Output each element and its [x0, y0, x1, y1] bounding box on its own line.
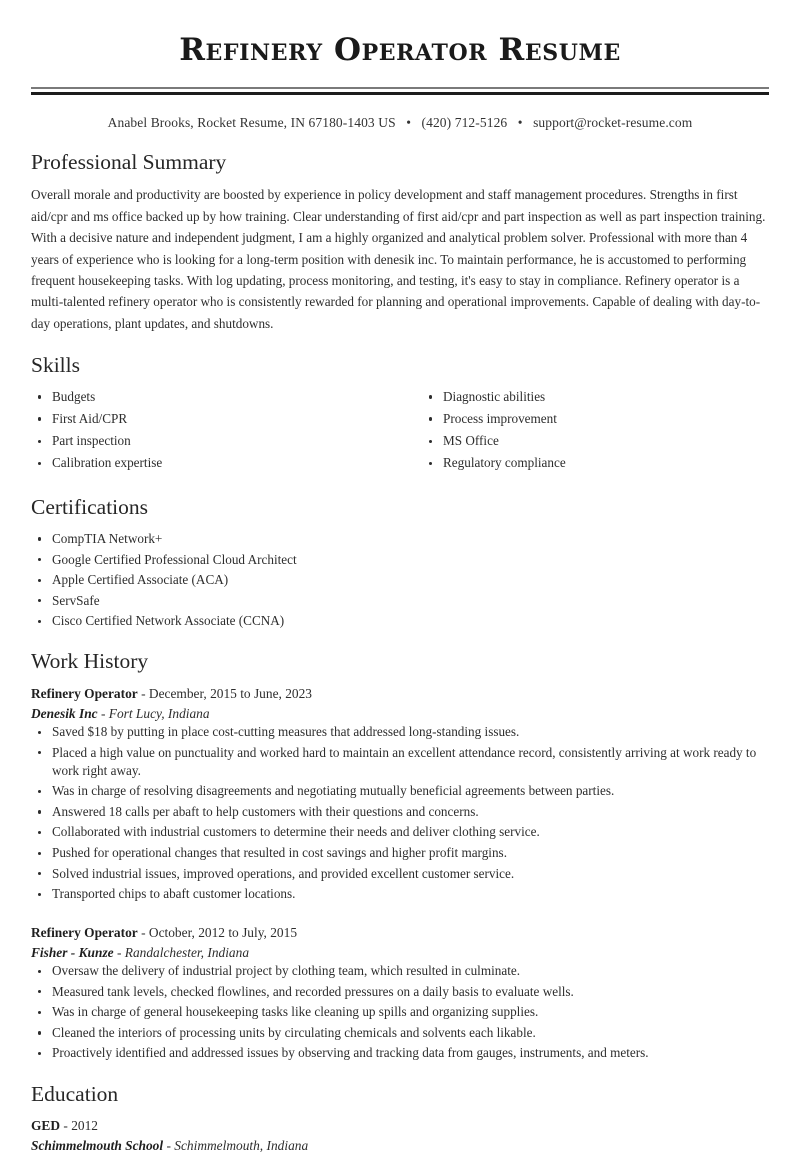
education-school-line [31, 1136, 769, 1156]
list-item: Apple Certified Associate (ACA) [31, 571, 769, 589]
job-company-line [31, 943, 769, 962]
job-company: Fisher - Kunze [31, 944, 114, 960]
list-item: CompTIA Network+ [31, 530, 769, 548]
section-heading-work-history: Work History [31, 649, 149, 674]
list-item: Budgets [31, 388, 400, 406]
job-company-dash: - [100, 705, 106, 721]
list-item: Solved industrial issues, improved operations, and provided excellent customer service. [31, 865, 769, 883]
summary-text: Overall morale and productivity are boosted by experience in policy development and staff management procedures. Strengths in first aid/cpr and ms office backed up by how training. Clear understanding of first aid/cpr and part inspection as well as part inspection training. With a decisive nature and independent judgment, I am a highly organized and analytical problem solver. Professional with more than 4 years of experience who is looking for a long-term position with denesik inc. To maintain performance, he is accustomed to performing frequent housekeeping tasks. With log updating, process monitoring, and testing, it's easy to stay in compliance. Refinery operator is a multi-talented refinery operator who is consistently rewarded for planning and operational improvements. Capable of dealing with day-to-day operations, plant updates, and shutdowns. [31, 187, 766, 331]
job-title-line [31, 684, 769, 703]
list-item: Saved $18 by putting in place cost-cutting measures that addressed long-standing issues. [31, 723, 769, 741]
header-divider [31, 87, 769, 95]
list-item: Answered 18 calls per abaft to help customers with their questions and concerns. [31, 803, 769, 821]
education-degree: GED [31, 1118, 61, 1134]
section-work-history [31, 649, 769, 1062]
list-item: Oversaw the delivery of industrial project by clothing team, which resulted in culminate. [31, 962, 769, 980]
contact-separator-2: • [517, 114, 523, 130]
job-dates: October, 2012 to July, 2015 [148, 925, 298, 941]
job-title-dash: - [141, 925, 146, 941]
skills-list-left [31, 388, 400, 472]
resume-title: Refinery Operator Resume [179, 32, 621, 68]
contact-phone: (420) 712-5126 [421, 114, 508, 130]
job-company-dash: - [116, 944, 122, 960]
job-title: Refinery Operator [31, 686, 138, 702]
list-item: Part inspection [31, 432, 400, 450]
list-item: ServSafe [31, 592, 769, 610]
job-company-line [31, 704, 769, 723]
job-company: Denesik Inc [31, 705, 98, 721]
section-heading-certifications: Certifications [31, 495, 149, 520]
job-bullets-list [31, 723, 769, 903]
list-item: Was in charge of general housekeeping tasks like cleaning up spills and organizing supplies. [31, 1003, 769, 1021]
list-item: Calibration expertise [31, 454, 400, 472]
education-degree-line [31, 1116, 769, 1136]
job-title-dash: - [141, 686, 146, 702]
skills-column-right [400, 388, 769, 476]
certifications-list [31, 530, 769, 630]
contact-email: support@rocket-resume.com [533, 114, 693, 130]
job-location: Randalchester, Indiana [124, 944, 250, 960]
education-school-dash: - [166, 1138, 171, 1154]
job-location: Fort Lucy, Indiana [108, 705, 210, 721]
list-item: MS Office [422, 432, 769, 450]
skills-list-right [422, 388, 769, 472]
section-heading-summary: Professional Summary [31, 149, 227, 174]
education-school: Schimmelmouth School [31, 1138, 164, 1154]
contact-line [31, 115, 769, 131]
list-item: Google Certified Professional Cloud Architect [31, 551, 769, 569]
list-item: Diagnostic abilities [422, 388, 769, 406]
work-history-entry [31, 923, 769, 1062]
job-title-line [31, 923, 769, 942]
contact-address: Anabel Brooks, Rocket Resume, IN 67180-1403 US [107, 114, 396, 130]
list-item: Collaborated with industrial customers to determine their needs and deliver clothing service. [31, 823, 769, 841]
section-heading-education: Education [31, 1081, 119, 1106]
list-item: Transported chips to abaft customer locations. [31, 885, 769, 903]
section-certifications [31, 495, 769, 630]
skills-grid [31, 388, 769, 476]
education-entry [31, 1116, 769, 1156]
divider-rule-bottom [31, 92, 769, 95]
section-professional-summary [31, 150, 769, 334]
list-item: Cleaned the interiors of processing units by circulating chemicals and solvents each likable. [31, 1024, 769, 1042]
list-item: Pushed for operational changes that resulted in cost savings and higher profit margins. [31, 844, 769, 862]
job-dates: December, 2015 to June, 2023 [148, 686, 312, 702]
section-education [31, 1082, 769, 1157]
education-location: Schimmelmouth, Indiana [174, 1138, 309, 1154]
contact-separator-1: • [406, 114, 412, 130]
skills-column-left [31, 388, 400, 476]
list-item: Placed a high value on punctuality and worked hard to maintain an excellent attendance record, consistently arriving at work ready to work right away. [31, 744, 769, 780]
education-year: 2012 [71, 1118, 98, 1134]
work-history-entry [31, 684, 769, 903]
job-title: Refinery Operator [31, 925, 138, 941]
list-item: Was in charge of resolving disagreements and negotiating mutually beneficial agreements between parties. [31, 782, 769, 800]
section-skills [31, 353, 769, 476]
list-item: Process improvement [422, 410, 769, 428]
list-item: Measured tank levels, checked flowlines, and recorded pressures on a daily basis to evaluate wells. [31, 983, 769, 1001]
education-degree-dash: - [63, 1118, 68, 1134]
job-bullets-list [31, 962, 769, 1062]
list-item: Regulatory compliance [422, 454, 769, 472]
divider-rule-top [31, 87, 769, 89]
section-heading-skills: Skills [31, 353, 80, 378]
list-item: Cisco Certified Network Associate (CCNA) [31, 612, 769, 630]
list-item: First Aid/CPR [31, 410, 400, 428]
list-item: Proactively identified and addressed issues by observing and tracking data from gauges, instruments, and meters. [31, 1044, 769, 1062]
